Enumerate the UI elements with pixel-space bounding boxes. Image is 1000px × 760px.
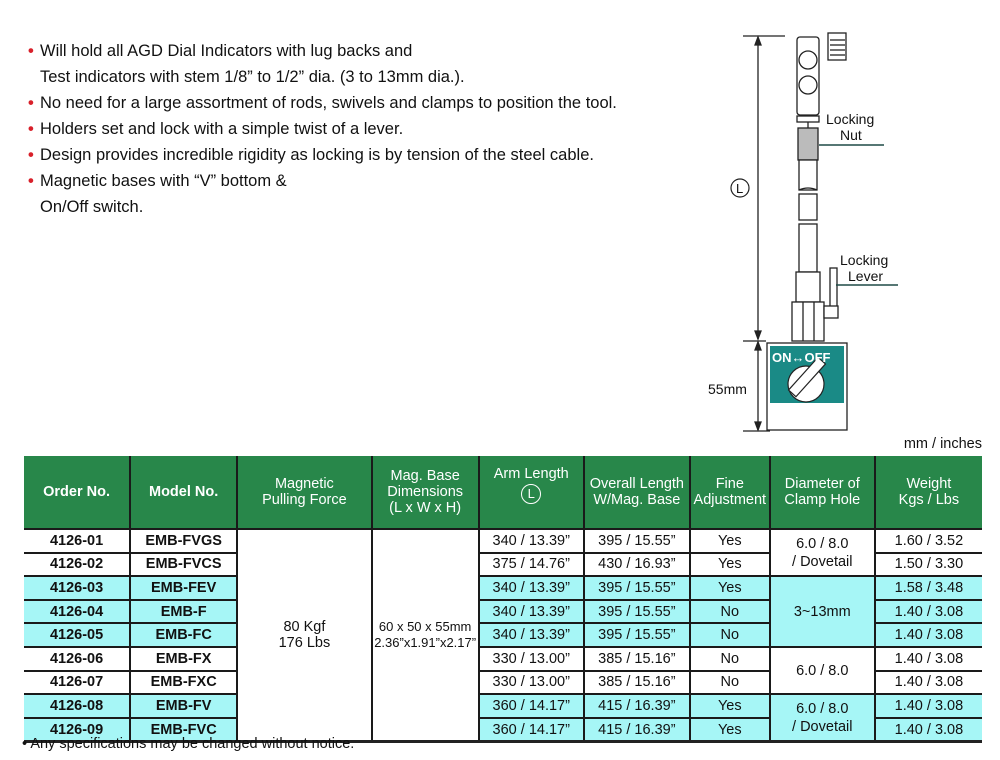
cell-base-dimensions: 60 x 50 x 55mm 2.36”x1.91”x2.17” (372, 529, 479, 742)
feature-item: • Design provides incredible rigidity as locking is by tension of the steel cable. (28, 142, 718, 168)
cell-clamp-hole: 6.0 / 8.0 / Dovetail (770, 694, 875, 742)
cell-model: EMB-FC (130, 623, 237, 647)
cell-fine-adjustment: No (690, 671, 770, 695)
cell-weight: 1.40 / 3.08 (875, 694, 982, 718)
bullet-icon: • (28, 172, 34, 190)
locking-nut-shape (798, 128, 818, 160)
cell-fine-adjustment: Yes (690, 718, 770, 742)
cell-arm-length: 340 / 13.39” (479, 623, 584, 647)
cell-model: EMB-FEV (130, 576, 237, 600)
cell-weight: 1.40 / 3.08 (875, 647, 982, 671)
cell-order: 4126-03 (24, 576, 130, 600)
cell-overall-length: 415 / 16.39” (584, 694, 690, 718)
locking-lever-label: Lever (848, 268, 884, 284)
cell-weight: 1.50 / 3.30 (875, 553, 982, 577)
cell-overall-length: 395 / 15.55” (584, 623, 690, 647)
feature-item: • Holders set and lock with a simple twist of a lever. (28, 116, 718, 142)
cell-arm-length: 330 / 13.00” (479, 647, 584, 671)
cell-fine-adjustment: Yes (690, 553, 770, 577)
locking-nut-label: Nut (840, 127, 862, 143)
cell-fine-adjustment: No (690, 647, 770, 671)
cell-weight: 1.40 / 3.08 (875, 600, 982, 624)
cell-fine-adjustment: Yes (690, 576, 770, 600)
bullet-icon: • (28, 42, 34, 60)
header-clamp-hole: Diameter of Clamp Hole (770, 456, 875, 529)
header-pulling-force: Magnetic Pulling Force (237, 456, 371, 529)
locking-lever-label: Locking (840, 252, 889, 268)
cell-clamp-hole: 3~13mm (770, 576, 875, 647)
header-arm-length: Arm Length L (479, 456, 584, 529)
cell-order: 4126-06 (24, 647, 130, 671)
cell-weight: 1.40 / 3.08 (875, 671, 982, 695)
spec-table (24, 456, 982, 743)
header-fine-adjustment: Fine Adjustment (690, 456, 770, 529)
cell-fine-adjustment: No (690, 600, 770, 624)
cell-weight: 1.60 / 3.52 (875, 529, 982, 553)
cell-arm-length: 340 / 13.39” (479, 600, 584, 624)
cell-overall-length: 385 / 15.16” (584, 647, 690, 671)
cell-model: EMB-FV (130, 694, 237, 718)
cell-order: 4126-02 (24, 553, 130, 577)
cell-model: EMB-FVGS (130, 529, 237, 553)
table-row (24, 576, 982, 600)
cell-arm-length: 340 / 13.39” (479, 576, 584, 600)
cell-model: EMB-FVC (130, 718, 237, 742)
cell-fine-adjustment: Yes (690, 529, 770, 553)
locking-lever-shape (830, 268, 837, 310)
header-overall-length: Overall Length W/Mag. Base (584, 456, 690, 529)
cell-arm-length: 375 / 14.76” (479, 553, 584, 577)
cell-arm-length: 330 / 13.00” (479, 671, 584, 695)
cell-overall-length: 430 / 16.93” (584, 553, 690, 577)
feature-item: • Will hold all AGD Dial Indicators with lug backs and Test indicators with stem 1/8” to 1/2” dia. (3 to 13mm dia.). (28, 38, 718, 90)
cell-order: 4126-07 (24, 671, 130, 695)
cell-order: 4126-09 (24, 718, 130, 742)
cell-model: EMB-F (130, 600, 237, 624)
cell-weight: 1.58 / 3.48 (875, 576, 982, 600)
table-row (24, 647, 982, 671)
cell-overall-length: 415 / 16.39” (584, 718, 690, 742)
cell-arm-length: 360 / 14.17” (479, 718, 584, 742)
cell-order: 4126-08 (24, 694, 130, 718)
header-weight: Weight Kgs / Lbs (875, 456, 982, 529)
cell-order: 4126-04 (24, 600, 130, 624)
table-row (24, 694, 982, 718)
feature-item: • Magnetic bases with “V” bottom & On/Off switch. (28, 168, 718, 220)
header-model-no: Model No. (130, 456, 237, 529)
header-base-dimensions: Mag. Base Dimensions (L x W x H) (372, 456, 479, 529)
cell-fine-adjustment: Yes (690, 694, 770, 718)
cell-overall-length: 395 / 15.55” (584, 529, 690, 553)
cell-clamp-hole: 6.0 / 8.0 / Dovetail (770, 529, 875, 576)
magnetic-base-diagram (708, 28, 990, 448)
length-symbol-icon: L (521, 484, 541, 504)
table-row (24, 529, 982, 553)
cell-overall-length: 395 / 15.55” (584, 576, 690, 600)
cell-weight: 1.40 / 3.08 (875, 718, 982, 742)
cell-model: EMB-FX (130, 647, 237, 671)
cell-fine-adjustment: No (690, 623, 770, 647)
base-height-label: 55mm (708, 381, 747, 397)
switch-label: ON↔OFF (772, 350, 831, 365)
cell-overall-length: 395 / 15.55” (584, 600, 690, 624)
bullet-icon: • (22, 736, 31, 752)
bullet-icon: • (28, 120, 34, 138)
cell-arm-length: 360 / 14.17” (479, 694, 584, 718)
bullet-icon: • (28, 146, 34, 164)
header-order-no: Order No. (24, 456, 130, 529)
cell-order: 4126-05 (24, 623, 130, 647)
feature-item: • No need for a large assortment of rods, swivels and clamps to position the tool. (28, 90, 718, 116)
cell-arm-length: 340 / 13.39” (479, 529, 584, 553)
cell-model: EMB-FXC (130, 671, 237, 695)
table-header-row (24, 456, 982, 529)
cell-overall-length: 385 / 15.16” (584, 671, 690, 695)
units-label: mm / inches (903, 436, 982, 452)
footnote: • Any specifications may be changed without notice. (22, 736, 355, 752)
bullet-icon: • (28, 94, 34, 112)
svg-text:L: L (736, 181, 744, 196)
cell-model: EMB-FVCS (130, 553, 237, 577)
feature-list (28, 38, 718, 220)
cell-order: 4126-01 (24, 529, 130, 553)
cell-weight: 1.40 / 3.08 (875, 623, 982, 647)
locking-nut-label: Locking (826, 111, 875, 127)
cell-pulling-force: 80 Kgf 176 Lbs (237, 529, 371, 742)
cell-clamp-hole: 6.0 / 8.0 (770, 647, 875, 694)
